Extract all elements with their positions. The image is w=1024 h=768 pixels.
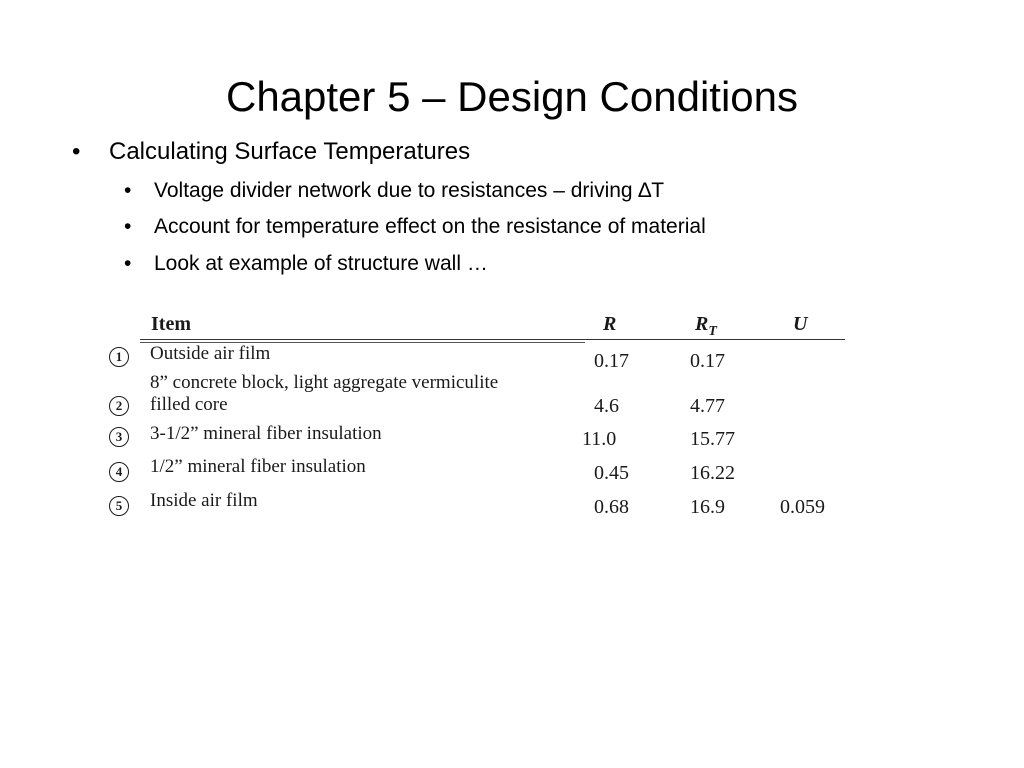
header-rule xyxy=(140,339,845,340)
row-item: Inside air film xyxy=(150,490,258,511)
row-r-value: 0.68 xyxy=(594,496,629,518)
sub-bullet-marker: • xyxy=(124,179,132,202)
row-rt-value: 16.9 xyxy=(690,496,725,518)
row-item: Outside air film xyxy=(150,343,271,364)
row-item-line1: 8” concrete block, light aggregate vermiculite xyxy=(150,372,499,393)
header-rt xyxy=(695,313,717,340)
sub-bullet-text: Voltage divider network due to resistances – driving ∆T xyxy=(154,179,665,202)
slide-title: Chapter 5 – Design Conditions xyxy=(225,73,798,120)
row-number-circle: 2 xyxy=(109,396,129,416)
header-item: Item xyxy=(151,313,191,335)
row-number-circle: 5 xyxy=(109,496,129,516)
sub-bullet-text: Look at example of structure wall … xyxy=(154,252,488,275)
bullet-text: Calculating Surface Temperatures xyxy=(109,138,471,165)
row-r-value: 0.17 xyxy=(594,350,629,372)
row-u-value: 0.059 xyxy=(780,496,825,518)
row-r-value: 11.0 xyxy=(582,428,617,450)
row-item-line2: filled core xyxy=(150,394,228,415)
row-number-circle: 1 xyxy=(109,347,129,367)
row-rt-value: 16.22 xyxy=(690,462,735,484)
row-item: 1/2” mineral fiber insulation xyxy=(150,456,366,477)
sub-bullet-text: Account for temperature effect on the resistance of material xyxy=(154,215,706,238)
sub-bullet-marker: • xyxy=(124,252,132,275)
bullet-marker: • xyxy=(72,138,81,165)
row-rt-value: 15.77 xyxy=(690,428,735,450)
header-u: U xyxy=(793,313,808,335)
row-number-circle: 3 xyxy=(109,427,129,447)
header-rt-subscript: T xyxy=(708,324,717,339)
row-r-value: 4.6 xyxy=(594,395,619,417)
row-rt-value: 0.17 xyxy=(690,350,725,372)
header-r: R xyxy=(603,313,617,335)
row-number-circle: 4 xyxy=(109,462,129,482)
resistance-table xyxy=(100,305,860,530)
sub-bullet-marker: • xyxy=(124,215,132,238)
header-rt-main: R xyxy=(695,313,709,335)
row-rt-value: 4.77 xyxy=(690,395,725,417)
row-item: 3-1/2” mineral fiber insulation xyxy=(150,423,382,444)
row-r-value: 0.45 xyxy=(594,462,629,484)
